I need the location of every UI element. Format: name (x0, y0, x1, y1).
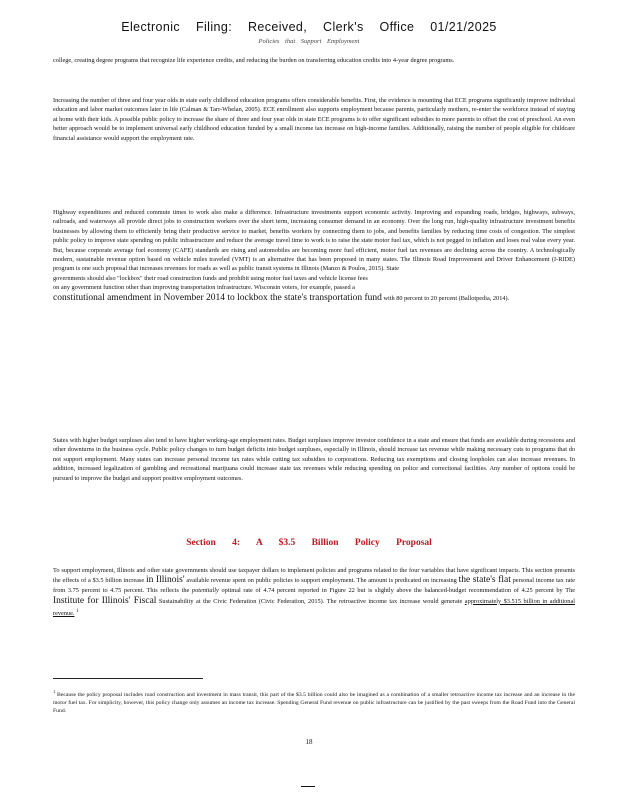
italic-text: potentially (191, 587, 219, 595)
footnote-divider (53, 678, 203, 679)
paragraph-text: on any government function other than improving transportation infrastructure. Wisconsin voters, for example, passed a (53, 284, 355, 292)
paragraph-text: Increasing the number of three and four year olds in state early childhood education programs offers considerable benefits. First, the evidence is mounting that ECE programs significantly improve individual education and labor market outcomes later in life (Calman & Tarr-Whelan, 2005). ECE enrollment also supports employment because parents, particularly mothers, re-enter the workforce instead of staying at home with their kids. A possible public policy to increase the share of three and four year olds in state ECE programs is to offer significant subsidies to more parents to offset the cost of preschool. An even better approach would be to implement universal early childhood education funded by a small income tax increase on high-income families. Additionally, raising the number of people eligible for childcare financial assistance would support the employment rate. (53, 97, 575, 142)
paragraph-text: Highway expenditures and reduced commute times to work also make a difference. Infrastructure investments support economic activity. Improving and expanding roads, bridges, highways, subways, railroads, and waterways all provide direct jobs to construction workers over the short term, increasing consumer demand in an economy. Over the long run, high-quality infrastructure investment benefits businesses by allowing them to efficiently bring their productive service to market, benefits workers by connecting them to jobs, and benefits families by reducing time costs of congestion. The simplest public policy to improve state spending on public infrastructure and reduce the average travel time to work is to raise the state motor fuel tax, which is not pegged to inflation and loses real value every year. But, because corporate average fuel economy (CAFE) standards are rising and automobiles are becoming more fuel efficient, motor fuel tax revenues are declining across the country. A technologically modern, sustainable revenue option based on vehicle miles traveled (VMT) is an alternative that has been proposed in many states. The Illinois Road Improvement and Driver Enhancement (I-RIDE) program is one such proposal that increases revenues for roads as well as public transit systems in Illinois (Manzo & Poulos, 2015). State (53, 209, 575, 273)
paragraph-text-mixed (53, 293, 575, 304)
paragraph-text: States with higher budget surpluses also tend to have higher working-age employment rates. Budget surpluses improve investor confidence in a state and ensure that funds are available during recessions and other downturns in the business cycle. Public policy changes to turn budget deficits into budget surpluses, especially in Illinois, should increase tax revenue while making necessary cuts to programs that do not support employment. Many states can increase personal income tax rates while cutting tax subsidies to corporations. Reducing tax exemptions and closing loopholes can also increase revenues. In addition, increased legalization of gambling and recreational marijuana could increase state tax revenues while reducing spending on police and correctional facilities. Any number of options could be pursued to improve the budget and support positive employment outcomes. (53, 437, 575, 482)
large-inline-text: Institute for Illinois' Fiscal (53, 595, 157, 606)
running-title: Policies that Support Employment (258, 38, 360, 45)
inline-text: To support employment, Illinois and other state governments should use taxpayer dollars to implement policies and programs related to the four variables that have significant impacts. This section presents the effects of a $3.5 billion increase (53, 567, 575, 585)
paragraph-proposal (53, 566, 575, 618)
footnote-text (53, 688, 575, 716)
inline-text: personal income tax rate from 3.75 percent to 4.75 percent. This reflects the (53, 577, 575, 595)
section-heading: Section 4: A $3.5 Billion Policy Proposal (186, 538, 432, 548)
inline-text: optimal rate of 4.74 percent reported in Figure 22 but is slightly above the balanced-budget recommendation of 4.25 percent by The (221, 587, 576, 595)
paragraph-text: college, creating degree programs that recognize life experience credits, and reducing the burden on transferring education credits into 4-year degree programs. (53, 57, 455, 64)
footnote-body: Because the policy proposal includes road construction and investment in mass transit, this part of the $3.5 billion could also be imagined as a combination of a smaller retroactive income tax increase and an increase in the motor fuel tax. For simplicity, however, this policy change only assumes an income tax increase. Spending General Fund revenue on public infrastructure can be justified by the past sweeps from the Road Fund into the General Fund. (53, 691, 575, 715)
large-inline-text: the state's flat (458, 575, 511, 586)
paragraph-text-mixed (53, 566, 575, 618)
underlined-text: approximately $3.515 billion in additional revenue. (53, 597, 575, 617)
paragraph-education-credits (53, 56, 575, 65)
inline-text: with 80 percent to 20 percent (Ballotpedia, 2014). (383, 294, 510, 302)
filing-stamp: Electronic Filing: Received, Clerk's Office 01/21/2025 (121, 20, 497, 34)
footnote-marker: 1 (53, 689, 56, 694)
paragraph-early-childhood (53, 96, 575, 143)
paragraph-large-line: governments should also "lockbox" their road construction funds and prohibit using motor fuel taxes and vehicle license fees (53, 274, 368, 282)
footnote-reference[interactable]: 1 (76, 608, 79, 614)
paragraph-infrastructure (53, 208, 575, 304)
paragraph-budget-surplus (53, 436, 575, 483)
inline-text: Sustainability at the Civic Federation (Civic Federation, 2015). The retroactive income tax increase would generate (158, 597, 463, 605)
footnote (53, 688, 575, 716)
inline-text: available revenue spent on public policies to support employment. The amount is predicated on increasing (186, 577, 457, 585)
large-inline-text: constitutional amendment in November 2014 to lockbox the state's transportation fund (53, 292, 382, 303)
page-number: 18 (305, 738, 313, 746)
large-inline-text: in Illinois' (145, 575, 185, 586)
bottom-divider (301, 786, 315, 787)
